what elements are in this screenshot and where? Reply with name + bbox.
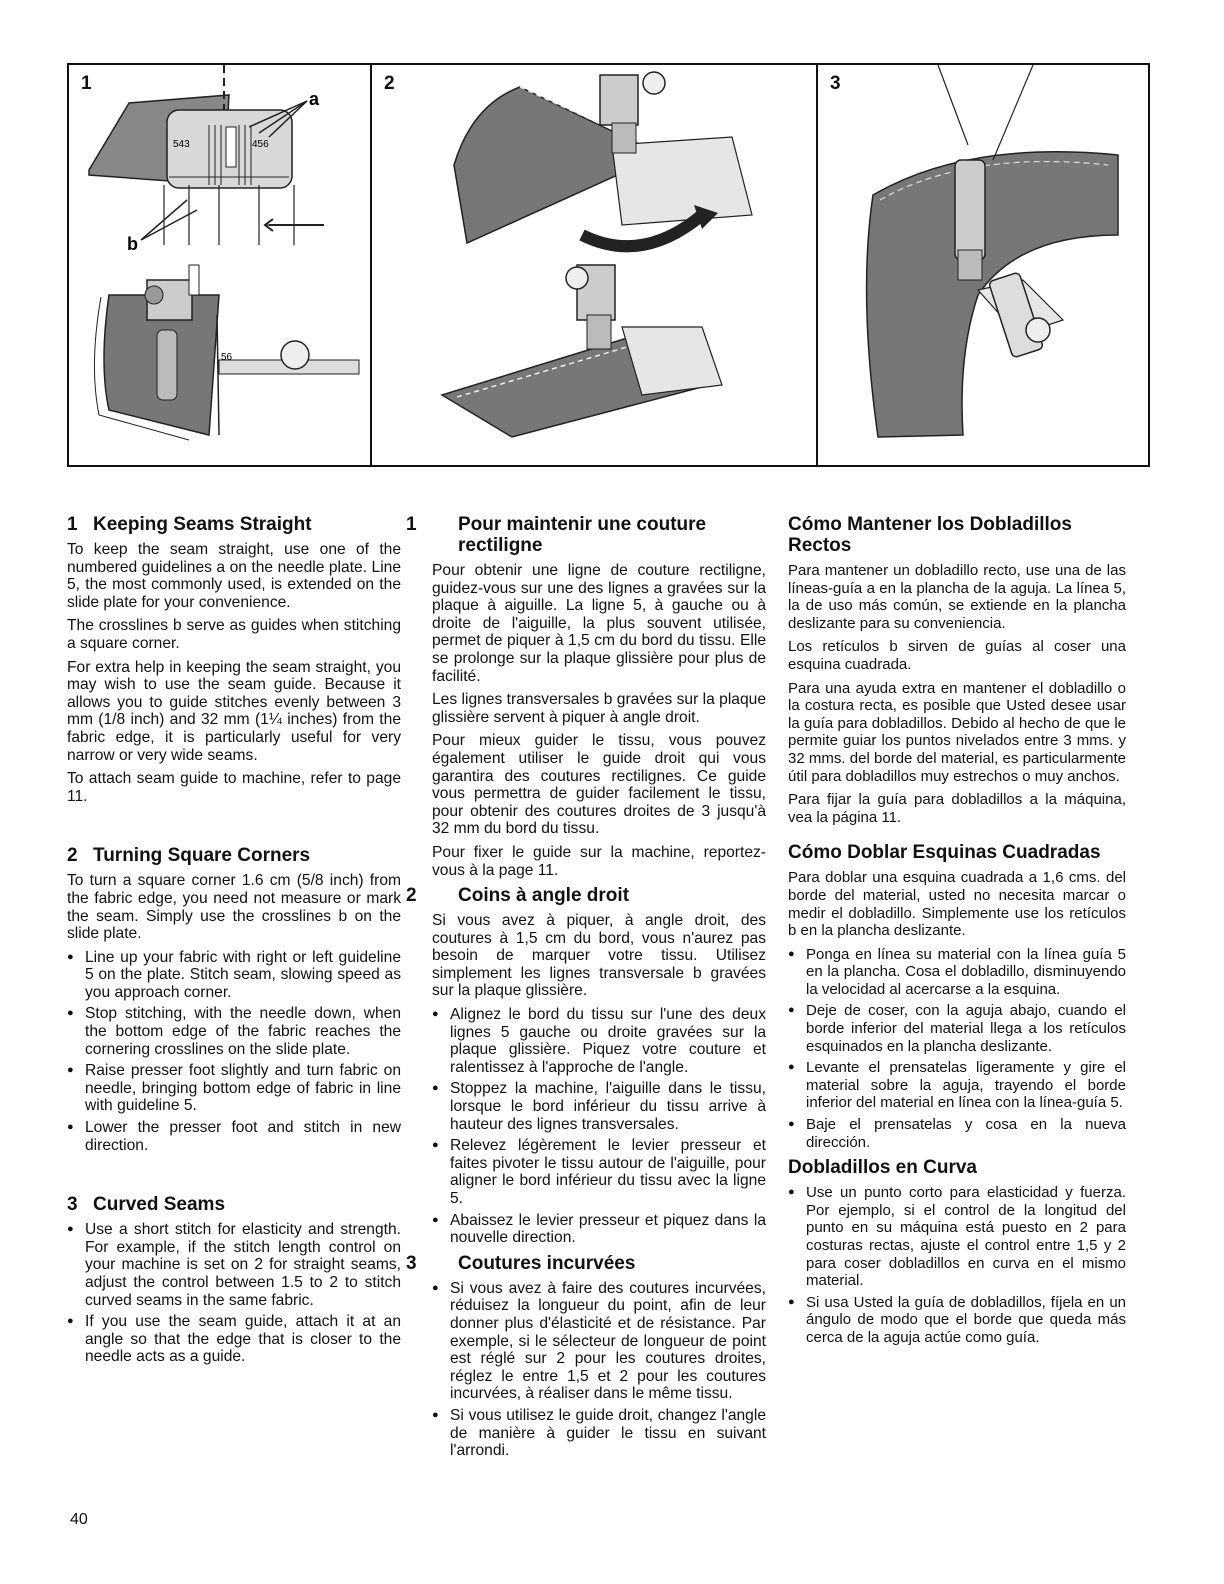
section-heading: Cómo Doblar Esquinas Cuadradas bbox=[788, 842, 1101, 864]
bullet-list bbox=[432, 1280, 766, 1460]
paragraph: The crosslines b serve as guides when stitching a square corner. bbox=[67, 617, 401, 652]
list-item: ● Lower the presser foot and stitch in new direction. bbox=[67, 1119, 401, 1154]
paragraph: To attach seam guide to machine, refer to page 11. bbox=[67, 770, 401, 805]
list-item: ● Si vous utilisez le guide droit, changez l'angle de manière à guider le tissu en suivant l'arrondi. bbox=[432, 1407, 766, 1460]
figure-panel-2 bbox=[370, 65, 816, 465]
english-column bbox=[67, 514, 401, 1372]
figure-panel-3 bbox=[816, 65, 1148, 465]
list-item: ● Si vous avez à faire des coutures incurvées, réduisez la longueur du point, afin de leur donner plus d'élasticité et de résistance. Par exemple, si le sélecteur de longueur de point est réglé sur 2 pour les coutures droites, réglez le entre 1,5 et 2 pour les coutures incurvées, à réaliser dans le même tissu. bbox=[432, 1280, 766, 1403]
paragraph: Para doblar una esquina cuadrada a 1,6 cms. del borde del material, usted no necesita marcar o medir el dobladillo. Simplemente use los retículos b en la plancha deslizante. bbox=[788, 869, 1126, 940]
label-b: b bbox=[127, 234, 138, 254]
panel-1-number: 1 bbox=[81, 73, 92, 94]
list-item: ● Abaissez le levier presseur et piquez dans la nouvelle direction. bbox=[432, 1212, 766, 1247]
plate-digits-right: 456 bbox=[252, 139, 269, 150]
paragraph: Para una ayuda extra en mantener el dobladillo o la costura recta, es posible que Usted desee usar la guía para dobladillos. Debido al hecho de que le permite guiar los puntos nivelados entre 3 mms. y 32 mms. del borde del material, es particularmente útil para dobladillos muy estrechos o muy anchos. bbox=[788, 679, 1126, 785]
figure-panel-1 bbox=[69, 65, 370, 465]
seam-guideline-illustration bbox=[69, 65, 368, 467]
bullet-list bbox=[67, 1221, 401, 1366]
plate2-digits: 56 bbox=[221, 352, 233, 363]
list-item: ● Ponga en línea su material con la línea guía 5 en la plancha. Cosa el dobladillo, disminuyendo la velocidad al acercarse a la esquina. bbox=[788, 946, 1126, 999]
curved-seam-illustration bbox=[818, 65, 1150, 467]
section-heading: Dobladillos en Curva bbox=[788, 1157, 977, 1179]
french-column bbox=[406, 514, 766, 1466]
list-item: ● Baje el prensatelas y cosa en la nueva dirección. bbox=[788, 1116, 1126, 1151]
list-item: ● Line up your fabric with right or left guideline 5 on the plate. Stitch seam, slowing speed as you approach corner. bbox=[67, 949, 401, 1002]
paragraph: To turn a square corner 1.6 cm (5/8 inch) from the fabric edge, you need not measure or mark the seam. Simply use the crosslines b on the slide plate. bbox=[67, 872, 401, 943]
bullet-list bbox=[788, 1184, 1126, 1346]
paragraph: Pour mieux guider le tissu, vous pouvez également utiliser le guide droit qui vous garantira des coutures rectilignes. Ce guide vous permettra de guider facilement le tissu, pour obtenir des coutures droites de 3 jusqu'à 32 mm du bord du tissu. bbox=[432, 732, 766, 838]
panel-2-number: 2 bbox=[384, 73, 395, 94]
list-item: ● Stoppez la machine, l'aiguille dans le tissu, lorsque le bord inférieur du tissu arrive à hauteur des lignes transversales. bbox=[432, 1080, 766, 1133]
plate-digits-left: 543 bbox=[173, 139, 190, 150]
spanish-column bbox=[788, 514, 1126, 1353]
paragraph: Pour obtenir une ligne de couture rectiligne, guidez-vous sur une des lignes a gravées sur la plaque à aiguille. La ligne 5, à gauche ou à droite de l'aiguille, la plus souvent utilisée, permet de piquer à 1,5 cm du bord du tissu. Elle se prolonge sur la plaque glissière pour plus de facilité. bbox=[432, 562, 766, 685]
paragraph: Si vous avez à piquer, à angle droit, des coutures à 1,5 cm du bord, vous n'aurez pas besoin de marquer votre tissu. Utilisez simplement les lignes transversale b gravées sur la plaque glissière. bbox=[432, 912, 766, 1000]
section-heading: 1 Pour maintenir une couture rectiligne bbox=[406, 514, 707, 556]
list-item: ● Si usa Usted la guía de dobladillos, fíjela en un ángulo de modo que el borde que queda más cerca de la aguja actúe como guía. bbox=[788, 1294, 1126, 1347]
section-heading: 2 Coins à angle droit bbox=[406, 885, 630, 907]
paragraph: Para fijar la guía para dobladillos a la máquina, vea la página 11. bbox=[788, 791, 1126, 826]
figure-box bbox=[67, 63, 1150, 467]
section-heading: 3 Coutures incurvées bbox=[406, 1252, 636, 1274]
section-heading: 3 Curved Seams bbox=[67, 1194, 226, 1216]
bullet-list bbox=[67, 949, 401, 1155]
paragraph: For extra help in keeping the seam straight, you may wish to use the seam guide. Because it allows you to guide stitches evenly between 3 mm (1/8 inch) and 32 mm (1¼ inches) from the fabric edge, it is particularly useful for very narrow or very wide seams. bbox=[67, 658, 401, 764]
label-a: a bbox=[309, 89, 320, 109]
list-item: ● Alignez le bord du tissu sur l'une des deux lignes 5 gauche ou droite gravées sur la plaque glissière. Piquez votre couture et ralentissez à l'approche de l'angle. bbox=[432, 1006, 766, 1076]
panel-3-number: 3 bbox=[830, 73, 841, 94]
paragraph: Para mantener un dobladillo recto, use una de las líneas-guía a en la plancha de la aguja. La línea 5, la de uso más común, se extiende en la plancha deslizante para su conveniencia. bbox=[788, 562, 1126, 632]
section-heading: 2 Turning Square Corners bbox=[67, 845, 311, 867]
list-item: ● Stop stitching, with the needle down, when the bottom edge of the fabric reaches the cornering crosslines on the slide plate. bbox=[67, 1005, 401, 1058]
page-number: 40 bbox=[70, 1511, 88, 1528]
list-item: ● Levante el prensatelas ligeramente y gire el material sobre la aguja, trayendo el borde inferior del material en línea con la línea-guía 5. bbox=[788, 1059, 1126, 1112]
list-item: ● If you use the seam guide, attach it at an angle so that the edge that is closer to the needle acts as a guide. bbox=[67, 1313, 401, 1366]
square-corner-illustration bbox=[372, 65, 816, 467]
paragraph: Pour fixer le guide sur la machine, reportez-vous à la page 11. bbox=[432, 843, 766, 879]
list-item: ● Raise presser foot slightly and turn fabric on needle, bringing bottom edge of fabric in line with guideline 5. bbox=[67, 1062, 401, 1115]
bullet-list bbox=[432, 1006, 766, 1247]
list-item: ● Use a short stitch for elasticity and strength. For example, if the stitch length control on your machine is set on 2 for straight seams, adjust the control between 1.5 to 2 to stitch curved seams in the same fabric. bbox=[67, 1221, 401, 1309]
paragraph: Los retículos b sirven de guías al coser una esquina cuadrada. bbox=[788, 638, 1126, 673]
bullet-list bbox=[788, 946, 1126, 1152]
paragraph: To keep the seam straight, use one of the numbered guidelines a on the needle plate. Line 5, the most commonly used, is extended on the slide plate for your convenience. bbox=[67, 541, 401, 611]
section-heading: Cómo Mantener los Dobladillos Rectos bbox=[788, 514, 1072, 556]
list-item: ● Use un punto corto para elasticidad y fuerza. Por ejemplo, si el control de la longitud del punto en su máquina está puesto en 2 para costuras rectas, ajuste el control entre 1,5 y 2 para coser dobladillos en curva en el mismo material. bbox=[788, 1184, 1126, 1290]
list-item: ● Relevez légèrement le levier presseur et faites pivoter le tissu autour de l'aiguille, pour aligner le bord inférieur du tissu avec la ligne 5. bbox=[432, 1137, 766, 1207]
section-heading: 1 Keeping Seams Straight bbox=[67, 514, 312, 535]
paragraph: Les lignes transversales b gravées sur la plaque glissière servent à piquer à angle droit. bbox=[432, 691, 766, 726]
list-item: ● Deje de coser, con la aguja abajo, cuando el borde inferior del material llega a los retículos esquinados en la plancha deslizante. bbox=[788, 1002, 1126, 1055]
